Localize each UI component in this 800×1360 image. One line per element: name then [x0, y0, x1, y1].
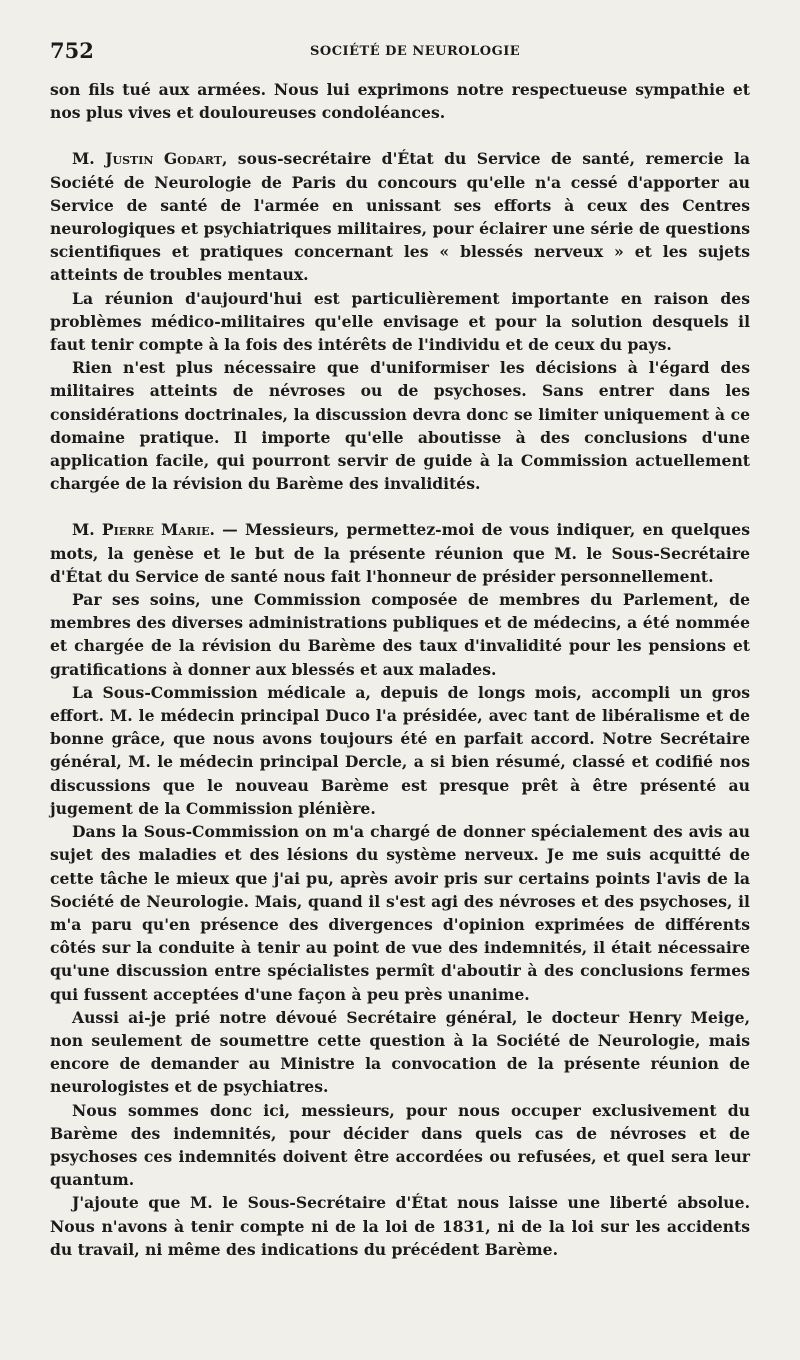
- running-head: [50, 38, 750, 78]
- paragraph: [50, 681, 750, 820]
- speaker-name: M. Justin Godart: [72, 149, 222, 169]
- paragraph-text: . — Messieurs, permettez-moi de vous indiquer, en quelques mots, la genèse et le but de la présente réunion que M. le Sous-Secrétaire d'État du Service de santé nous fait l'honneur de présider personnellement.: [50, 520, 750, 586]
- paragraph-text: Dans la Sous-Commission on m'a chargé de donner spécialement des avis au sujet des maladies et des lésions du système nerveux. Je me suis acquitté de cette tâche le mieux que j'ai pu, après avoir pris sur certains points l'avis de la Société de Neurologie. Mais, quand il s'est agi des névroses et des psychoses, il m'a paru qu'en présence des divergences d'opinion exprimées de différents côtés sur la conduite à tenir au point de vue des indemnités, il était nécessaire qu'une discussion entre spécialistes permît d'aboutir à des conclusions fermes qui fussent acceptées d'une façon à peu près unanime.: [50, 822, 750, 1004]
- paragraph: [50, 518, 750, 588]
- paragraph: [50, 287, 750, 357]
- paragraph: [50, 147, 750, 286]
- article-body: [50, 78, 750, 1261]
- page-number: 752: [50, 38, 94, 63]
- paragraph: [50, 588, 750, 681]
- paragraph-text: , sous-secrétaire d'État du Service de santé, remercie la Société de Neurologie de Paris du concours qu'elle n'a cessé d'apporter au Service de santé de l'armée en unissant ses efforts à ceux des Centres neurologiques et psychiatriques militaires, pour éclairer une série de questions scientifiques et pratiques concernant les « blessés nerveux » et les sujets atteints de troubles mentaux.: [50, 149, 750, 285]
- journal-title: SOCIÉTÉ DE NEUROLOGIE: [310, 44, 521, 59]
- paragraph-text: La réunion d'aujourd'hui est particulièrement importante en raison des problèmes médico-militaires qu'elle envisage et pour la solution desquels il faut tenir compte à la fois des intérêts de l'individu et de ceux du pays.: [50, 288, 750, 355]
- paragraph: [50, 1191, 750, 1261]
- paragraph-text: son fils tué aux armées. Nous lui exprimons notre respectueuse sympathie et nos plus vives et douloureuses condoléances.: [50, 80, 750, 123]
- paragraph: [50, 356, 750, 495]
- paragraph: [50, 820, 750, 1006]
- paragraph: [50, 1099, 750, 1192]
- paragraph-text: Rien n'est plus nécessaire que d'uniformiser les décisions à l'égard des militaires atteints de névroses ou de psychoses. Sans entrer dans les considérations doctrinales, la discussion devra donc se limiter uniquement à ce domaine pratique. Il importe qu'elle aboutisse à des conclusions d'une application facile, qui pourront servir de guide à la Commission actuellement chargée de la révision du Barème des invalidités.: [50, 358, 750, 494]
- speaker-name: M. Pierre Marie: [72, 520, 210, 540]
- paragraph-text: Par ses soins, une Commission composée de membres du Parlement, de membres des diverses administrations publiques et de médecins, a été nommée et chargée de la révision du Barème des taux d'invalidité pour les pensions et gratifications à donner aux blessés et aux malades.: [50, 590, 750, 679]
- paragraph-text: Aussi ai-je prié notre dévoué Secrétaire général, le docteur Henry Meige, non seulement de soumettre cette question à la Société de Neurologie, mais encore de demander au Ministre la convocation de la présente réunion de neurologistes et de psychiatres.: [50, 1007, 750, 1097]
- paragraph: [50, 78, 750, 124]
- paragraph: [50, 1006, 750, 1099]
- paragraph-text: Nous sommes donc ici, messieurs, pour nous occuper exclusivement du Barème des indemnités, pour décider dans quels cas de névroses et de psychoses ces indemnités doivent être accordées ou refusées, et quel sera leur quantum.: [50, 1100, 750, 1190]
- paragraph-text: J'ajoute que M. le Sous-Secrétaire d'État nous laisse une liberté absolue. Nous n'avons à tenir compte ni de la loi de 1831, ni de la loi sur les accidents du travail, ni même des indications du précédent Barème.: [50, 1193, 750, 1259]
- paragraph-text: La Sous-Commission médicale a, depuis de longs mois, accompli un gros effort. M. le médecin principal Duco l'a présidée, avec tant de libéralisme et de bonne grâce, que nous avons toujours été en parfait accord. Notre Secrétaire général, M. le médecin principal Dercle, a si bien résumé, classé et codifié nos discussions que le nouveau Barème est presque prêt à être présenté au jugement de la Commission plénière.: [50, 682, 750, 818]
